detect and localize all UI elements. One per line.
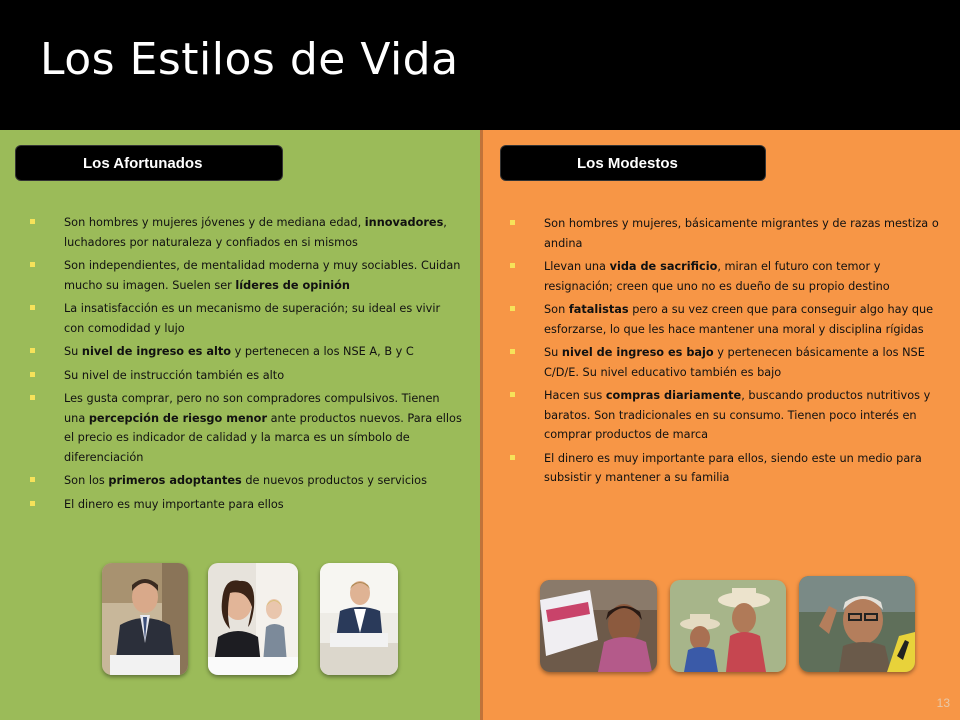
list-item: [30, 256, 462, 295]
list-item: [30, 299, 462, 338]
text-span: , luchadores por naturaleza y confiados en si mismos: [64, 216, 447, 249]
list-item: [510, 257, 950, 296]
bold-text: fatalistas: [568, 303, 629, 316]
text-span: y pertenecen básicamente a los NSE C/D/E. Su nivel educativo también es bajo: [544, 346, 925, 379]
list-item: [510, 386, 950, 445]
panel-afortunados: [0, 130, 480, 720]
text-span: Son los: [64, 474, 109, 487]
text-span: Su: [64, 345, 82, 358]
list-item: [510, 214, 950, 253]
list-item: [510, 300, 950, 339]
bold-text: percepción de riesgo menor: [88, 411, 268, 425]
panel-modestos: [480, 130, 960, 720]
bullet-list-modestos: [510, 214, 950, 492]
list-item: [30, 213, 462, 252]
slide-title: Los Estilos de Vida: [40, 34, 459, 85]
text-span: Llevan una: [544, 260, 610, 273]
photo-office-man: [320, 563, 398, 675]
text-span: ante productos nuevos. Para ellos el precio es indicador de calidad y la marca es un símbolo de diferenciación: [64, 411, 462, 464]
text-span: pero a su vez creen que para conseguir algo hay que esforzarse, lo que les hace mantener una moral y disciplina rígidas: [544, 303, 934, 336]
text-span: de nuevos productos y servicios: [241, 474, 427, 487]
list-item: [510, 449, 950, 488]
bold-text: primeros adoptantes: [108, 474, 242, 487]
text-span: Son independientes, de mentalidad moderna y muy sociables. Cuidan mucho su imagen. Suelen ser: [64, 259, 461, 292]
bold-text: compras diariamente: [605, 389, 742, 402]
text-span: Les gusta comprar, pero no son compradores compulsivos. Tienen una: [64, 392, 440, 425]
photo-elderly-man: [799, 576, 915, 672]
bold-text: nivel de ingreso es bajo: [561, 346, 714, 359]
photo-women-hats: [670, 580, 786, 672]
text-span: , buscando productos nutritivos y baratos. Son tradicionales en su consumo. Tienen poco interés en comprar productos de marca: [544, 389, 931, 441]
photo-businessman: [102, 563, 188, 675]
bullet-list-afortunados: [30, 213, 462, 518]
text-span: El dinero es muy importante para ellos: [64, 497, 284, 511]
list-item: [30, 366, 462, 386]
bold-text: vida de sacrificio: [609, 260, 718, 273]
page-number: 13: [936, 696, 950, 710]
list-item: [30, 389, 462, 467]
heading-afortunados: Los Afortunados: [16, 146, 282, 180]
list-item: [30, 495, 462, 515]
text-span: El dinero es muy importante para ellos, siendo este un medio para subsistir y mantener a su familia: [544, 451, 922, 484]
list-item: [510, 343, 950, 382]
text-span: Su: [544, 346, 562, 359]
text-span: Son: [544, 303, 569, 316]
bold-text: nivel de ingreso es alto: [81, 345, 231, 358]
photo-woman-meeting: [208, 563, 298, 675]
list-item: [30, 471, 462, 491]
text-span: Hacen sus: [544, 389, 606, 402]
title-bar: [0, 0, 960, 130]
text-span: La insatisfacción es un mecanismo de superación; su ideal es vivir con comodidad y lujo: [64, 302, 441, 335]
text-span: Son hombres y mujeres jóvenes y de mediana edad,: [64, 216, 365, 229]
text-span: y pertenecen a los NSE A, B y C: [230, 345, 414, 358]
text-span: Su nivel de instrucción también es alto: [64, 368, 285, 382]
photo-elderly-woman-protest: [540, 580, 657, 672]
list-item: [30, 342, 462, 362]
bold-text: innovadores: [364, 216, 444, 229]
heading-modestos: Los Modestos: [501, 146, 765, 180]
bold-text: líderes de opinión: [235, 278, 350, 292]
text-span: Son hombres y mujeres, básicamente migrantes y de razas mestiza o andina: [544, 217, 939, 250]
text-span: , miran el futuro con temor y resignación; creen que uno no es dueño de su propio destino: [544, 260, 890, 293]
